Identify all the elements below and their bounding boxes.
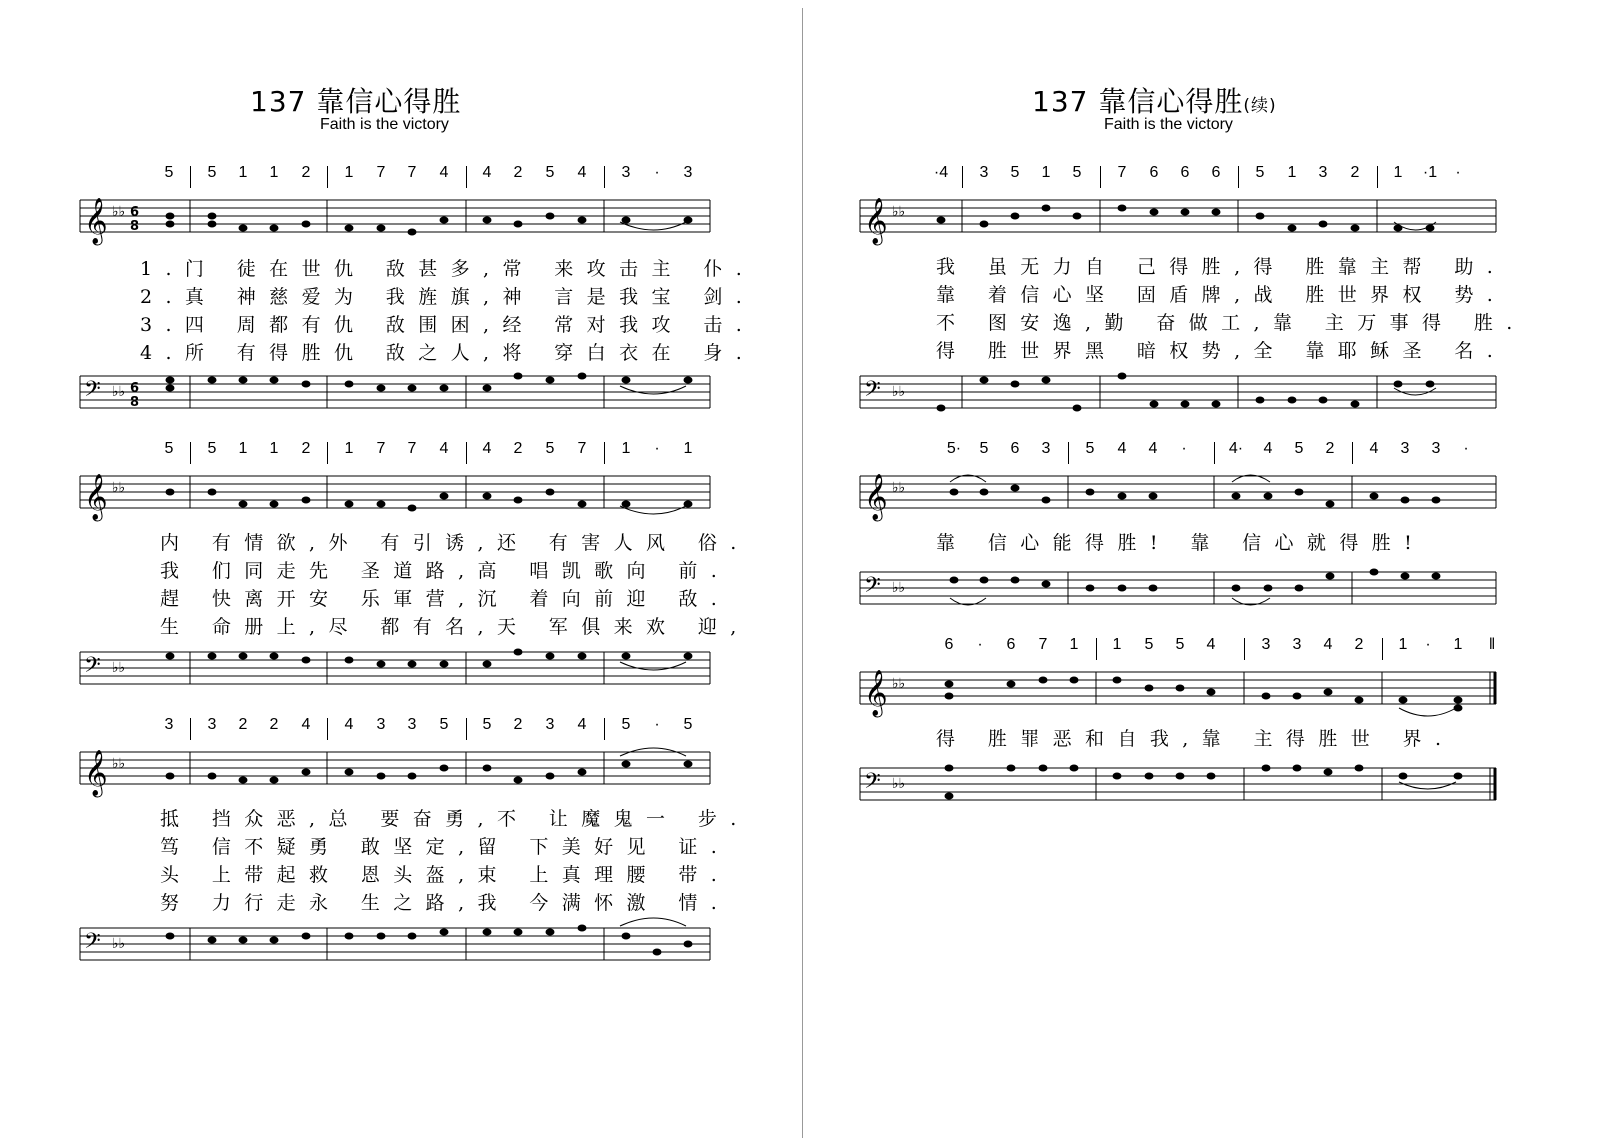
jianpu-bar	[1244, 638, 1245, 660]
lyric-line-1: 抵 挡众恶,总 要奋勇,不 让魔鬼一 步.	[160, 808, 750, 830]
jianpu-note: 4	[301, 716, 311, 733]
svg-text:6: 6	[130, 381, 140, 396]
jianpu-bar	[190, 442, 191, 464]
jianpu-note: 3	[683, 164, 693, 181]
lyric-line-3: 头 上带起救 恩头盔,束 上真理腰 带.	[160, 864, 731, 886]
svg-text:𝄞: 𝄞	[864, 198, 888, 244]
treble-staff	[806, 192, 1600, 252]
jianpu-bar	[1096, 638, 1097, 660]
jianpu-note: 1	[344, 164, 354, 181]
jianpu-note: 4	[482, 440, 492, 457]
svg-text:♭♭: ♭♭	[892, 776, 906, 792]
jianpu-note: 2	[1350, 164, 1360, 181]
jianpu-note: ·	[654, 440, 660, 457]
lyric-line-1: 1.门 徒在世仇 敌甚多,常 来攻击主 仆.	[140, 258, 756, 280]
jianpu-row	[0, 716, 800, 746]
svg-text:♭♭: ♭♭	[112, 756, 126, 772]
treble-staff	[0, 744, 800, 804]
jianpu-bar	[327, 166, 328, 188]
jianpu-note: ·	[977, 636, 983, 653]
jianpu-note: 2	[1325, 440, 1335, 457]
jianpu-note: 5	[1010, 164, 1020, 181]
lyric-line-1: 我 虽无力自 己得胜,得 胜靠主帮 助.	[936, 256, 1507, 278]
jianpu-note: 1	[269, 440, 279, 457]
jianpu-note: 5	[439, 716, 449, 733]
jianpu-note: 2	[1354, 636, 1364, 653]
jianpu-note: 5	[207, 164, 217, 181]
jianpu-note: 1	[1287, 164, 1297, 181]
jianpu-row	[806, 164, 1600, 194]
treble-staff	[806, 468, 1600, 528]
jianpu-note: ·1	[1422, 164, 1438, 181]
title-text: 137 靠信心得胜	[1032, 85, 1244, 118]
jianpu-note: 1	[621, 440, 631, 457]
jianpu-note: 6	[1149, 164, 1159, 181]
jianpu-note: 3	[1292, 636, 1302, 653]
jianpu-note: 3	[979, 164, 989, 181]
title-suffix: (续)	[1243, 96, 1277, 116]
svg-text:♭♭: ♭♭	[112, 204, 126, 220]
jianpu-note: 5	[1144, 636, 1154, 653]
jianpu-note: 7	[376, 164, 386, 181]
bass-staff	[0, 364, 800, 424]
jianpu-note: 4	[439, 440, 449, 457]
jianpu-bar	[327, 442, 328, 464]
lyric-line-3: 不 图安逸,勤 奋做工,靠 主万事得 胜.	[936, 312, 1526, 334]
lyric-line-1: 内 有情欲,外 有引诱,还 有害人风 俗.	[160, 532, 750, 554]
svg-text:𝄢: 𝄢	[84, 929, 101, 959]
jianpu-bar	[962, 166, 963, 188]
svg-text:♭♭: ♭♭	[112, 660, 126, 676]
jianpu-bar	[466, 166, 467, 188]
lyric-line-2: 靠 着信心坚 固盾牌,战 胜世界权 势.	[936, 284, 1507, 306]
jianpu-note: 3	[1041, 440, 1051, 457]
jianpu-bar	[466, 718, 467, 740]
jianpu-note: ‖	[1488, 636, 1496, 653]
jianpu-note: ·	[1425, 636, 1431, 653]
jianpu-note: 4·	[1228, 440, 1244, 457]
page-title: 137 靠信心得胜	[250, 85, 462, 118]
page-divider	[802, 8, 803, 1138]
jianpu-note: 5	[207, 440, 217, 457]
jianpu-note: 3	[376, 716, 386, 733]
jianpu-note: 1	[269, 164, 279, 181]
lyric-line-2: 笃 信不疑勇 敢坚定,留 下美好见 证.	[160, 836, 731, 858]
jianpu-note: 6	[1010, 440, 1020, 457]
jianpu-note: 7	[407, 440, 417, 457]
jianpu-row	[0, 164, 800, 194]
svg-text:♭♭: ♭♭	[892, 204, 906, 220]
jianpu-note: 4	[482, 164, 492, 181]
jianpu-note: 1	[238, 440, 248, 457]
jianpu-note: 3	[1400, 440, 1410, 457]
jianpu-note: 5	[164, 164, 174, 181]
svg-text:𝄞: 𝄞	[84, 198, 108, 244]
jianpu-note: 2	[513, 164, 523, 181]
jianpu-note: 5	[545, 440, 555, 457]
jianpu-note: 2	[513, 440, 523, 457]
svg-text:𝄢: 𝄢	[84, 377, 101, 407]
svg-text:♭♭: ♭♭	[892, 676, 906, 692]
jianpu-note: 3	[1431, 440, 1441, 457]
bass-staff	[806, 756, 1600, 816]
jianpu-bar	[604, 442, 605, 464]
jianpu-note: 1	[1112, 636, 1122, 653]
jianpu-bar	[604, 718, 605, 740]
lyric-line-3: 3.四 周都有仇 敌围困,经 常对我攻 击.	[140, 314, 756, 336]
jianpu-note: 1	[1398, 636, 1408, 653]
jianpu-note: 4	[344, 716, 354, 733]
jianpu-note: ·	[1181, 440, 1187, 457]
jianpu-note: 5·	[946, 440, 962, 457]
svg-text:6: 6	[130, 205, 140, 220]
jianpu-note: 5	[621, 716, 631, 733]
treble-staff	[0, 192, 800, 252]
jianpu-note: ·	[654, 716, 660, 733]
jianpu-note: 2	[269, 716, 279, 733]
jianpu-note: 3	[545, 716, 555, 733]
jianpu-bar	[327, 718, 328, 740]
jianpu-note: 7	[376, 440, 386, 457]
jianpu-row	[0, 440, 800, 470]
svg-text:𝄢: 𝄢	[84, 653, 101, 683]
jianpu-note: 1	[1453, 636, 1463, 653]
jianpu-note: 4	[1117, 440, 1127, 457]
bass-staff	[0, 640, 800, 700]
jianpu-note: 5	[545, 164, 555, 181]
jianpu-bar	[466, 442, 467, 464]
svg-text:𝄞: 𝄞	[84, 474, 108, 520]
lyric-line-4: 4.所 有得胜仇 敌之人,将 穿白衣在 身.	[140, 342, 756, 364]
jianpu-bar	[1214, 442, 1215, 464]
jianpu-note: 3	[1318, 164, 1328, 181]
jianpu-note: 4	[1369, 440, 1379, 457]
jianpu-note: 1	[683, 440, 693, 457]
jianpu-note: 4	[1263, 440, 1273, 457]
lyric-line-4: 努 力行走永 生之路,我 今满怀激 情.	[160, 892, 731, 914]
jianpu-note: 6	[1211, 164, 1221, 181]
jianpu-bar	[1238, 166, 1239, 188]
jianpu-note: 5	[1085, 440, 1095, 457]
lyric-line-1: 得 胜罪恶和自我,靠 主得胜世 界.	[936, 728, 1455, 750]
jianpu-note: 2	[301, 440, 311, 457]
jianpu-note: 3	[407, 716, 417, 733]
jianpu-note: 5	[683, 716, 693, 733]
jianpu-note: 3	[207, 716, 217, 733]
bass-staff	[806, 364, 1600, 424]
jianpu-bar	[190, 166, 191, 188]
right-page	[806, 0, 1600, 1143]
svg-text:8: 8	[130, 219, 140, 234]
jianpu-bar	[1100, 166, 1101, 188]
page-subtitle: Faith is the victory	[320, 116, 449, 133]
lyric-line-3: 趕 快离开安 乐軍营,沉 着向前迎 敌.	[160, 588, 731, 610]
jianpu-note: 6	[944, 636, 954, 653]
jianpu-note: 7	[1117, 164, 1127, 181]
jianpu-bar	[1377, 166, 1378, 188]
svg-text:8: 8	[130, 395, 140, 410]
jianpu-note: ·	[654, 164, 660, 181]
jianpu-note: 2	[238, 716, 248, 733]
lyric-line-4: 得 胜世界黑 暗权势,全 靠耶稣圣 名.	[936, 340, 1507, 362]
jianpu-note: 1	[1041, 164, 1051, 181]
jianpu-row	[806, 636, 1600, 666]
jianpu-note: 5	[1175, 636, 1185, 653]
jianpu-note: 4	[577, 164, 587, 181]
svg-text:𝄢: 𝄢	[864, 377, 881, 407]
jianpu-note: 5	[1294, 440, 1304, 457]
jianpu-note: 6	[1180, 164, 1190, 181]
svg-text:♭♭: ♭♭	[892, 384, 906, 400]
jianpu-bar	[1068, 442, 1069, 464]
jianpu-note: 2	[301, 164, 311, 181]
svg-text:𝄢: 𝄢	[864, 769, 881, 799]
jianpu-bar	[190, 718, 191, 740]
jianpu-note: 1	[344, 440, 354, 457]
svg-text:𝄞: 𝄞	[84, 750, 108, 796]
jianpu-note: 5	[1255, 164, 1265, 181]
jianpu-note: 3	[621, 164, 631, 181]
jianpu-note: 4	[1206, 636, 1216, 653]
jianpu-note: 6	[1006, 636, 1016, 653]
svg-text:♭♭: ♭♭	[892, 480, 906, 496]
jianpu-note: 1	[1069, 636, 1079, 653]
jianpu-row	[806, 440, 1600, 470]
svg-text:♭♭: ♭♭	[892, 580, 906, 596]
bass-staff	[806, 560, 1600, 620]
jianpu-note: 4	[577, 716, 587, 733]
jianpu-note: 1	[238, 164, 248, 181]
jianpu-note: 5	[482, 716, 492, 733]
jianpu-note: 4	[1148, 440, 1158, 457]
jianpu-note: 5	[979, 440, 989, 457]
lyric-line-2: 2.真 神慈爱为 我旌旗,神 言是我宝 剑.	[140, 286, 756, 308]
jianpu-note: 5	[1072, 164, 1082, 181]
svg-text:𝄞: 𝄞	[864, 670, 888, 716]
page-title	[1032, 80, 1277, 120]
jianpu-note: 7	[407, 164, 417, 181]
jianpu-note: ·4	[933, 164, 949, 181]
lyric-line-2: 我 们同走先 圣道路,高 唱凯歌向 前.	[160, 560, 731, 582]
svg-text:𝄢: 𝄢	[864, 573, 881, 603]
jianpu-bar	[1352, 442, 1353, 464]
svg-text:♭♭: ♭♭	[112, 936, 126, 952]
jianpu-note: ·	[1455, 164, 1461, 181]
lyric-line-4: 生 命册上,尽 都有名,天 军俱来欢 迎,	[160, 616, 750, 638]
treble-staff	[0, 468, 800, 528]
svg-text:𝄞: 𝄞	[864, 474, 888, 520]
page-subtitle: Faith is the victory	[1104, 116, 1233, 133]
jianpu-note: 4	[1323, 636, 1333, 653]
jianpu-bar	[604, 166, 605, 188]
jianpu-note: 1	[1393, 164, 1403, 181]
svg-text:♭♭: ♭♭	[112, 384, 126, 400]
jianpu-note: 5	[164, 440, 174, 457]
bass-staff	[0, 916, 800, 976]
jianpu-bar	[1382, 638, 1383, 660]
jianpu-note: 2	[513, 716, 523, 733]
jianpu-note: 7	[577, 440, 587, 457]
jianpu-note: 7	[1038, 636, 1048, 653]
svg-text:♭♭: ♭♭	[112, 480, 126, 496]
jianpu-note: 4	[439, 164, 449, 181]
jianpu-note: 3	[164, 716, 174, 733]
jianpu-note: ·	[1463, 440, 1469, 457]
lyric-line-1: 靠 信心能得胜! 靠 信心就得胜!	[936, 532, 1426, 554]
jianpu-note: 3	[1261, 636, 1271, 653]
